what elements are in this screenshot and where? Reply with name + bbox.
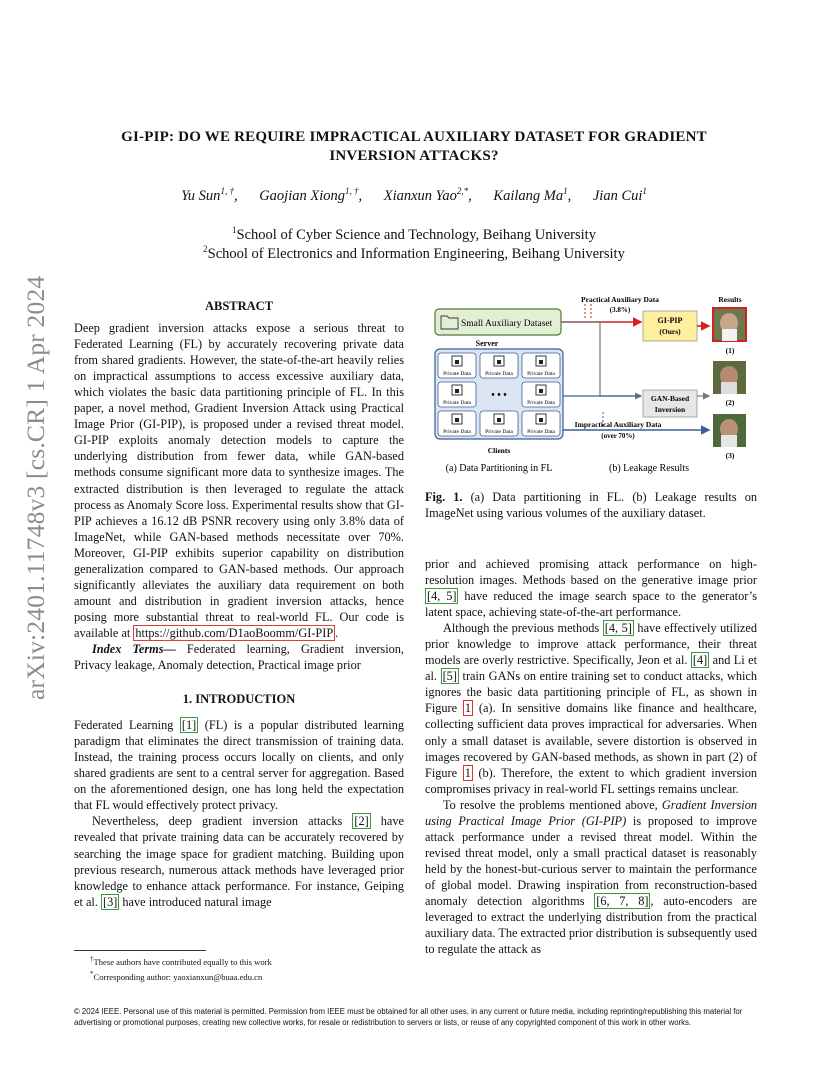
author: Jian Cui$^1$ [592,186,647,204]
svg-text:(1): (1) [725,346,735,355]
copyright-notice: © 2024 IEEE. Personal use of this material is permitted. Permission from IEEE must be obtained for all other uses, in any current or future media, including reprinting/republishing this material for advertising or promotional purposes, creating new collective works, for resale or redistribution to servers or lists, or reuse of any copyrighted component of this work in other works. [74,1007,743,1027]
svg-text:Private Data: Private Data [443,429,471,435]
intro-paragraph: Federated Learning [1] (FL) is a popular distributed learning paradigm that eliminates the direct transmission of training data. Instead, the training process occurs locally on clients, and only shared gradients are sent to a central server for aggregation. Based on the aforementioned design, one has long held the expectation that FL would effectively protect privacy. [74,718,404,813]
lock-icon [497,360,501,364]
svg-text:Private Data: Private Data [443,400,471,406]
private-data-tile [438,382,476,407]
lock-icon [539,389,543,393]
citation-link[interactable]: [3] [102,894,118,909]
private-data-tile [438,411,476,436]
body-paragraph: Although the previous methods [4, 5] have effectively utilized prior knowledge to improve attack performance, their threat models are overly restrictive. Specifically, Jeon et al. [4] and Li et al. [5] train GANs on entire training set to conduct attacks, which ignores the basic data partitioning principle of FL, as shown in Figure 1 (a). In sensitive domains like finance and healthcare, collecting sufficient data proves impractical for adversaries. When only a small dataset is available, severe distortion is observed in images recovered by GAN-based methods, as shown in part (2) of Figure 1 (b). Therefore, the extent to which gradient inversion compromises privacy in real-world FL settings remains unclear. [425,621,757,796]
grey-arrow [561,322,641,396]
figure-caption: Fig. 1. (a) Data partitioning in FL. (b) Leakage results on ImageNet using various volumes of the auxiliary dataset. [425,490,757,520]
intro-paragraph: Nevertheless, deep gradient inversion attacks [2] have revealed that private training data can be accurately recovered by searching the image space for gradient matching. Building upon previous research, numerous attack methods have leveraged prior knowledge to enhance attack performance. For instance, Geiping et al. [3] have introduced natural image [74,814,404,909]
citation-link[interactable]: [5] [442,669,457,684]
footnote: *Corresponding author: yaoxianxun@buaa.edu.cn [90,969,263,982]
lock-icon [455,360,459,364]
private-data-tile [522,382,560,407]
ellipsis: • • • [491,390,507,401]
body-paragraph: prior and achieved promising attack performance on high-resolution images. Methods based on the generative image prior [4, 5] have reduced the image search space to the generator’s latent space, achieving state-of-the-art performance. [425,557,757,620]
svg-text:(3): (3) [725,451,735,460]
figure-1 [425,292,760,482]
practical-aux-label: Practical Auxiliary Data [581,295,659,304]
code-link[interactable]: https://github.com/D1aoBoomm/GI-PIP [135,625,334,640]
affiliation: $^2$School of Electronics and Information Engineering, Beihang University [203,244,625,262]
small-aux-label: Small Auxiliary Dataset [461,319,553,329]
private-data-tile [522,411,560,436]
figure-ref-link[interactable]: 1 [464,765,471,780]
svg-text:Inversion: Inversion [654,405,686,414]
left-column [74,298,404,910]
citation-link[interactable]: [4] [692,653,708,668]
result-image-2 [713,361,746,394]
private-data-tile [438,353,476,378]
title-line-1: GI-PIP: DO WE REQUIRE IMPRACTICAL AUXILIARY DATASET FOR GRADIENT [121,129,707,145]
footnote-rule [74,950,206,951]
lock-icon [539,360,543,364]
clients-label: Clients [487,446,511,455]
result-image-1 [713,308,746,341]
svg-text:(Ours): (Ours) [659,327,681,336]
citation-link[interactable]: [2] [354,814,369,829]
abstract-body: Deep gradient inversion attacks expose a serious threat to Federated Learning (FL) by accurately recovering private data from shared gradients. However, the state-of-the-art heavily relies on impractical assumptions to access excessive auxiliary data, which violates the basic data partitioning principle of FL. In this paper, a novel method, Gradient Inversion Attack using Practical Image Prior (GI-PIP), is proposed under a revised threat model. GI-PIP exploits anomaly detection models to capture the underlying distribution from fewer data, while GAN-based methods consume significant more data to synthesize images. The extracted distribution is then leveraged to regulate the attack process as Anomaly Score loss. Experimental results show that GI-PIP achieves a 16.12 dB PSNR recovery using only 3.8% data of ImageNet, while GAN-based methods necessitate over 70%. Moreover, GI-PIP exhibits superior capability on distribution generalization compared to GAN-based methods. Our approach significantly alleviates the auxiliary data requirement on both amount and distribution in gradient inversion attacks, hence posing more substantial threat to real-world FL. Our code is available at https://github.com/D1aoBoomm/GI-PIP . [74,321,404,640]
right-column [425,556,757,957]
author: Yu Sun$^{1, \dagger}$, [181,186,238,204]
subcaption-b: (b) Leakage Results [609,463,689,474]
footnotes [90,953,404,983]
author: Gaojian Xiong$^{1, \dagger}$, [259,186,363,204]
lock-icon [497,418,501,422]
results-label: Results [718,295,742,304]
abstract-heading: ABSTRACT [204,299,274,313]
affiliation: $^1$School of Cyber Science and Technology, Beihang University [232,225,596,243]
svg-text:Private Data: Private Data [527,400,555,406]
title-line-2: INVERSION ATTACKS? [329,148,499,164]
svg-text:Private Data: Private Data [527,371,555,377]
private-data-tile [480,411,518,436]
practical-aux-pct: (3.8%) [609,306,631,314]
private-data-tile [480,353,518,378]
svg-text:(2): (2) [725,398,735,407]
svg-text:Private Data: Private Data [527,429,555,435]
arxiv-identifier: arXiv:2401.11748v3 [cs.CR] 1 Apr 2024 [21,275,50,701]
svg-text:Private Data: Private Data [485,429,513,435]
author: Xianxun Yao$^{2,*}$, [383,186,472,204]
citation-link[interactable]: [6, 7, 8] [596,893,649,908]
lock-icon [455,418,459,422]
result-image-3 [713,414,746,447]
impractical-aux-pct: (over 70%) [601,432,635,440]
citation-link[interactable]: [1] [181,718,197,733]
citation-link[interactable]: [4, 5] [604,621,632,636]
subcaption-a: (a) Data Partitioning in FL [445,463,553,474]
paper-title [80,128,748,166]
svg-text:GI-PIP: GI-PIP [657,316,683,325]
lock-icon [455,389,459,393]
body-paragraph: To resolve the problems mentioned above, Gradient Inversion using Practical Image Prior (GI-PIP) is proposed to improve attack performance under a revised threat model. Within the revised threat model, only a small practical dataset is reasonably held by the honest-but-curious server to maintain the performance of global model. Drawing inspiration from reconstruction-based anomaly detection algorithms [6, 7, 8] , auto-encoders are leveraged to extract the underlying distribution from the practical auxiliary data. The extracted prior distribution is subsequently used to regulate the attack as [425,797,758,957]
author-list [80,186,748,205]
svg-text:GAN-Based: GAN-Based [650,394,690,403]
figure-ref-link[interactable]: 1 [464,701,472,716]
svg-text:Private Data: Private Data [443,371,471,377]
citation-link[interactable]: [4, 5] [427,589,457,604]
author: Kailang Ma$^1$, [493,186,572,204]
impractical-aux-label: Impractical Auxiliary Data [574,420,662,429]
intro-heading: 1. INTRODUCTION [182,692,296,707]
server-label: Server [475,339,499,348]
index-terms: Index Terms— Federated learning, Gradient inversion, Privacy leakage, Anomaly detection, Practical image prior [74,641,404,673]
lock-icon [539,418,543,422]
footnote: †These authors have contributed equally to this work [90,955,272,967]
svg-text:Private Data: Private Data [485,371,513,377]
private-data-tile [522,353,560,378]
